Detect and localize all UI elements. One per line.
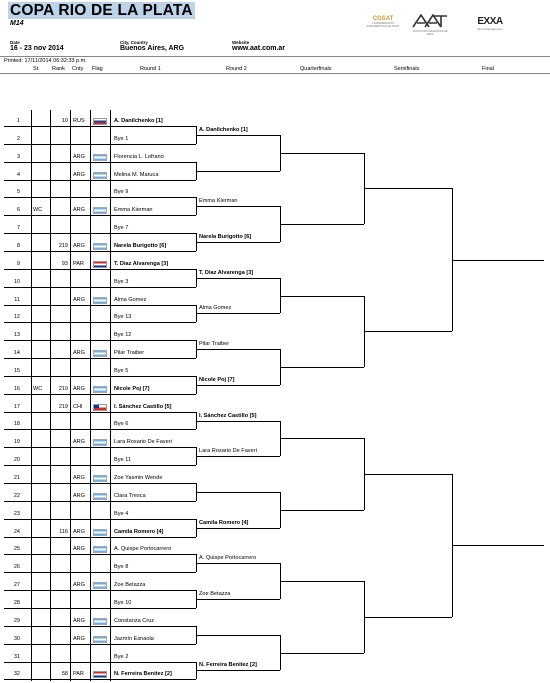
tournament-title: COPA RIO DE LA PLATA (10, 2, 193, 19)
round2-line (196, 278, 280, 279)
row-number: 13 (13, 332, 20, 339)
round1-player-name[interactable]: Pilar Traiber (114, 350, 145, 357)
quarterfinal-line (280, 510, 364, 511)
round1-line (4, 287, 196, 288)
round1-line (4, 608, 196, 609)
round1-player-name[interactable]: T. Diaz Alvarenga [3] (114, 260, 169, 267)
player-country: ARG (73, 207, 85, 214)
arg-flag-icon (93, 154, 107, 161)
player-country: ARG (73, 546, 85, 553)
cosat-logo-text: COSAT (372, 16, 394, 22)
exxa-logo-text: EXXA (477, 16, 503, 27)
row-number: 1 (16, 118, 20, 124)
arg-flag-icon (93, 618, 107, 625)
date-value: 16 - 23 nov 2014 (10, 45, 64, 52)
round1-player-name[interactable]: Bye 3 (114, 278, 129, 285)
player-country: ARG (73, 153, 85, 160)
round1-player-name[interactable]: Bye 12 (114, 332, 132, 339)
row-number: 6 (16, 207, 20, 214)
row-number: 2 (16, 135, 20, 142)
col-flag: Flag (92, 66, 103, 72)
round2-line (196, 670, 280, 671)
aat-logo (410, 14, 450, 36)
quarterfinal-line (280, 153, 364, 154)
player-country: RUS (73, 118, 85, 124)
row-number: 5 (16, 189, 20, 196)
row-number: 7 (16, 225, 20, 232)
col-final: Final (482, 66, 494, 72)
round1-player-name[interactable]: Bye 7 (114, 225, 129, 232)
round1-player-name[interactable]: Bye 13 (114, 314, 132, 321)
header-rule (0, 56, 550, 57)
round1-line (4, 465, 196, 466)
round1-player-name[interactable]: Bye 8 (114, 564, 129, 571)
round1-player-name[interactable]: I. Sánchez Castillo [5] (114, 403, 172, 410)
final-line (452, 260, 544, 261)
round1-line (4, 233, 196, 234)
round1-player-name[interactable]: Zoe Yasmin Wende (114, 475, 163, 481)
col-st: St. (33, 66, 40, 72)
entry-grid-line (90, 110, 91, 681)
player-country: ARG (73, 475, 85, 481)
player-country: ARG (73, 350, 85, 357)
column-header-rule (0, 73, 550, 74)
round2-player-name[interactable]: Emma Kierman (199, 198, 238, 205)
row-number: 14 (13, 350, 20, 357)
round1-line (4, 144, 196, 145)
entry-grid-line (31, 110, 32, 681)
round2-line (196, 171, 280, 172)
round1-line (4, 679, 196, 680)
player-rank: 219 (58, 385, 68, 392)
round1-line (4, 590, 196, 591)
row-number: 18 (13, 421, 20, 428)
round2-line (196, 528, 280, 529)
round1-line (4, 358, 196, 359)
round2-player-name[interactable]: N. Ferreira Benitez [2] (199, 662, 257, 669)
round1-line (4, 519, 196, 520)
arg-flag-icon (93, 207, 107, 214)
quarterfinal-line (280, 224, 364, 225)
round1-player-name[interactable]: A. Quispe Portocarrero (114, 546, 172, 553)
round1-line (4, 644, 196, 645)
round1-player-name[interactable]: Bye 9 (114, 189, 129, 196)
player-country: PAR (73, 260, 84, 267)
round1-player-name[interactable]: Bye 4 (114, 510, 129, 517)
round2-line (196, 563, 280, 564)
round1-player-name[interactable]: Zoe Betazza (114, 582, 146, 589)
city-value: Buenos Aires, ARG (120, 45, 185, 52)
round1-player-name[interactable]: Constanza Cruz (114, 617, 155, 624)
player-country: ARG (73, 385, 85, 392)
col-round1: Round 1 (140, 66, 161, 72)
player-rank: 93 (61, 260, 68, 267)
row-number: 3 (16, 153, 20, 160)
round1-player-name[interactable]: Bye 10 (114, 599, 132, 606)
aat-logo-subtitle: ASOCIACION ARGENTINA DE TENIS (412, 30, 448, 36)
arg-flag-icon (93, 475, 107, 482)
player-country: ARG (73, 242, 85, 249)
arg-flag-icon (93, 350, 107, 357)
quarterfinal-line (280, 438, 364, 439)
round1-player-name[interactable]: Bye 1 (114, 135, 129, 142)
round1-line (4, 376, 196, 377)
round1-line (4, 197, 196, 198)
round1-player-name[interactable]: Camila Romero [4] (114, 528, 164, 535)
row-number: 22 (13, 492, 20, 499)
row-number: 21 (13, 475, 20, 481)
round2-player-name[interactable]: Lara Rosario De Faveri (199, 448, 257, 455)
date-label: Date (10, 40, 20, 45)
player-country: ARG (73, 617, 85, 624)
round1-line (4, 537, 196, 538)
category-label: M14 (10, 20, 24, 27)
row-number: 27 (13, 582, 20, 589)
seed-status: WC (33, 385, 43, 392)
arg-flag-icon (93, 493, 107, 500)
par-flag-icon (93, 671, 107, 678)
round2-line (196, 599, 280, 600)
quarterfinal-line (280, 581, 364, 582)
player-country: ARG (73, 296, 85, 303)
arg-flag-icon (93, 546, 107, 553)
round2-line (196, 421, 280, 422)
arg-flag-icon (93, 582, 107, 589)
round1-line (4, 215, 196, 216)
row-number: 17 (13, 403, 20, 410)
round1-player-name[interactable]: Narela Burigotto [6] (114, 242, 167, 249)
player-country: ARG (73, 528, 85, 535)
round1-player-name[interactable]: Nicole Poj [7] (114, 385, 150, 392)
arg-flag-icon (93, 297, 107, 304)
entry-grid-line (110, 110, 111, 681)
arg-flag-icon (93, 529, 107, 536)
exxa-logo-subtitle: Sport Management (477, 27, 503, 31)
player-country: ARG (73, 635, 85, 642)
round1-line (4, 340, 196, 341)
round1-line (4, 180, 196, 181)
round2-player-name[interactable]: Pilar Traiber (199, 341, 230, 348)
round2-player-name[interactable]: I. Sánchez Castillo [5] (199, 412, 257, 419)
row-number: 25 (13, 546, 20, 553)
round1-player-name[interactable]: Bye 5 (114, 367, 129, 374)
round1-line (4, 429, 196, 430)
row-number: 16 (13, 385, 20, 392)
row-number: 26 (13, 564, 20, 571)
round1-line (4, 162, 196, 163)
cosat-logo-subtitle: CONFEDERACION SUDAMERICANA DE TENIS (366, 22, 400, 28)
city-label: City, Country (120, 40, 148, 45)
semifinal-line (364, 188, 452, 189)
round1-player-name[interactable]: Bye 6 (114, 421, 129, 428)
round2-player-name[interactable]: Camila Romero [4] (199, 519, 249, 526)
semifinal-line (364, 617, 452, 618)
semifinal-line (364, 331, 452, 332)
row-number: 20 (13, 457, 20, 464)
round1-player-name[interactable]: Bye 11 (114, 457, 131, 464)
round1-line (4, 662, 196, 663)
player-rank: 58 (61, 671, 68, 678)
row-number: 24 (13, 528, 20, 535)
arg-flag-icon (93, 243, 107, 250)
round1-line (4, 251, 196, 252)
round1-player-name[interactable]: N. Ferreira Benitez [2] (114, 671, 172, 678)
arg-flag-icon (93, 172, 107, 179)
round2-line (196, 456, 280, 457)
round2-line (196, 492, 280, 493)
round1-player-name[interactable]: Jazmín Esnaola (114, 635, 154, 642)
row-number: 4 (16, 171, 20, 178)
row-number: 12 (13, 314, 20, 321)
entry-grid-line (70, 110, 71, 681)
round2-player-name[interactable]: A. Danilchenko [1] (199, 126, 248, 133)
website-value: www.aat.com.ar (232, 45, 286, 52)
round1-player-name[interactable]: Florencia L. Lofrano (114, 153, 164, 160)
round1-player-name[interactable]: Melina M. Maruca (114, 171, 159, 178)
player-rank: 219 (58, 403, 68, 410)
round2-line (196, 349, 280, 350)
round2-line (196, 313, 280, 314)
player-rank: 116 (59, 528, 68, 535)
arg-flag-icon (93, 386, 107, 393)
round2-line (196, 635, 280, 636)
col-quarterfinals: Quarterfinals (300, 66, 332, 72)
round1-player-name[interactable]: Bye 2 (114, 653, 129, 660)
round1-line (4, 126, 196, 127)
row-number: 15 (13, 367, 20, 374)
round2-line (196, 242, 280, 243)
round2-line (196, 135, 280, 136)
player-country: ARG (73, 439, 85, 446)
player-country: ARG (73, 492, 85, 499)
round1-line (4, 447, 196, 448)
round1-player-name[interactable]: A. Danilchenko [1] (114, 118, 163, 124)
rus-flag-icon (93, 118, 107, 125)
row-number: 23 (13, 510, 20, 517)
player-rank: 219 (58, 242, 68, 249)
col-cnty: Cnty (72, 66, 84, 72)
quarterfinal-line (280, 653, 364, 654)
round2-player-name[interactable]: Zoe Betazza (199, 591, 231, 598)
quarterfinal-line (280, 367, 364, 368)
round2-line (196, 206, 280, 207)
exxa-logo (470, 16, 510, 31)
round1-line (4, 554, 196, 555)
round1-player-name[interactable]: Alma Gomez (114, 296, 147, 303)
player-country: CHI (73, 403, 83, 410)
row-number: 9 (16, 260, 20, 267)
round1-line (4, 501, 196, 502)
round1-line (4, 269, 196, 270)
round2-player-name[interactable]: A. Quispe Portocarrero (199, 555, 257, 562)
printed-timestamp: Printed: 17/11/2014 06:32:33 p.m. (4, 58, 87, 64)
row-number: 30 (13, 635, 20, 642)
round1-player-name[interactable]: Emma Kierman (114, 207, 153, 214)
row-number: 19 (13, 439, 20, 446)
chi-flag-icon (93, 404, 107, 411)
row-number: 32 (13, 671, 20, 678)
row-number: 28 (13, 599, 20, 606)
cosat-logo (366, 16, 400, 28)
player-country: PAR (73, 671, 84, 678)
row-number: 31 (13, 653, 20, 660)
final-line (452, 545, 544, 546)
seed-status: WC (33, 207, 43, 214)
arg-flag-icon (93, 439, 107, 446)
entry-grid-line (50, 110, 51, 681)
round1-line (4, 394, 196, 395)
semifinal-line (364, 474, 452, 475)
round2-player-name[interactable]: T. Diaz Alvarenga [3] (199, 269, 254, 276)
col-rank: Rank (52, 66, 65, 72)
round2-player-name[interactable]: Narela Burigotto [6] (199, 234, 252, 241)
round1-player-name[interactable]: Lara Rosario De Faveri (114, 439, 172, 446)
player-country: ARG (73, 582, 85, 589)
round1-player-name[interactable]: Clara Tresca (114, 492, 146, 499)
aat-logo-mark (412, 14, 448, 28)
round1-line (4, 305, 196, 306)
round1-line (4, 322, 196, 323)
round1-line (4, 412, 196, 413)
col-round2: Round 2 (226, 66, 247, 72)
round1-line (4, 483, 196, 484)
col-semifinals: Semifinals (394, 66, 420, 72)
round1-line (4, 626, 196, 627)
round2-player-name[interactable]: Nicole Poj [7] (199, 376, 235, 383)
website-label: Website (232, 40, 250, 45)
row-number: 11 (14, 296, 20, 303)
row-number: 29 (13, 617, 20, 624)
round1-line (4, 572, 196, 573)
round2-player-name[interactable]: Alma Gomez (199, 305, 232, 312)
round2-line (196, 385, 280, 386)
row-number: 10 (13, 278, 20, 285)
player-rank: 10 (61, 118, 68, 124)
quarterfinal-line (280, 296, 364, 297)
arg-flag-icon (93, 636, 107, 643)
player-country: ARG (73, 171, 85, 178)
par-flag-icon (93, 261, 107, 268)
row-number: 8 (16, 242, 20, 249)
